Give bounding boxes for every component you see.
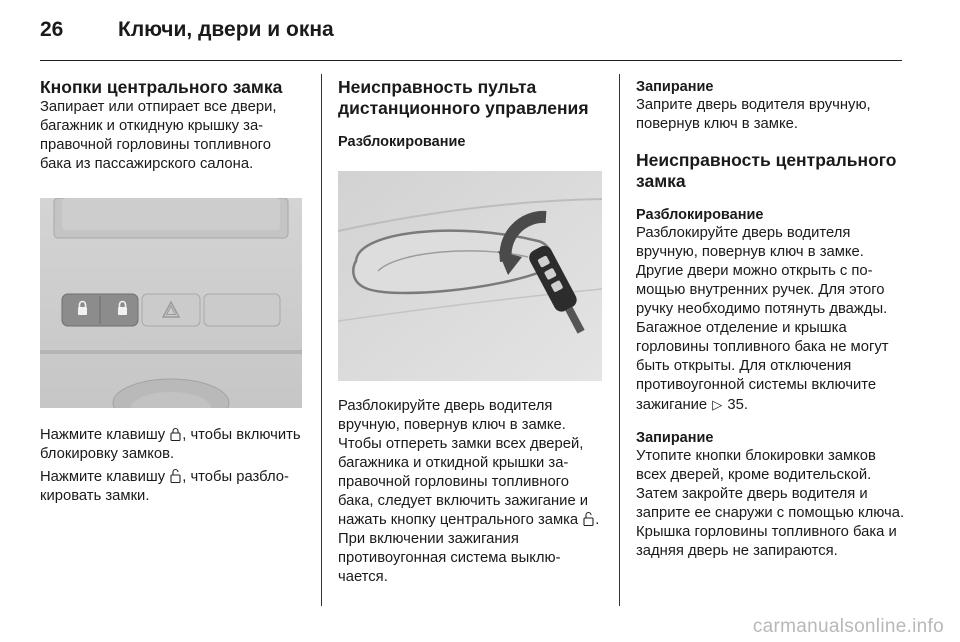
subsection-heading: Разблокирование	[338, 134, 466, 150]
subsection-heading: Разблокирование	[636, 207, 764, 223]
lock-instruction: Нажмите клавишу , чтобы включить блокировку замков.	[40, 427, 301, 462]
intro-paragraph: Запирает или отпирает все двери, багажник и откидную крышку заправочной горловины топливного бака из пассажирского салона.	[40, 99, 277, 172]
column-remote-control-fault	[338, 74, 604, 587]
column-central-lock-fault	[636, 74, 906, 561]
page-reference-icon: ▷	[712, 397, 723, 412]
lock-closed-icon	[170, 427, 181, 441]
lock-open-icon	[583, 511, 594, 526]
door-handle-key-illustration	[338, 171, 602, 381]
watermark: carmanualsonline.info	[752, 616, 944, 637]
page-reference[interactable]: 35	[727, 397, 744, 413]
column-divider	[321, 74, 322, 606]
central-unlock-paragraph: Разблокируйте дверь водителя вручную, повернув ключ в замке. Другие двери можно открыть с помощью внутренних ручек. Для этого ручку необходимо потянуть дважды. Багажное отделение и крышка горловины топливного бака не могут быть открыты. Для отключения противоугонной системы включите зажигание ▷ 35.	[636, 225, 889, 413]
column-central-lock-buttons	[40, 74, 306, 506]
header-rule	[40, 60, 902, 61]
page-number: 26	[40, 18, 64, 41]
remote-lock-paragraph: Заприте дверь водителя вручную, повернув ключ в замке.	[636, 97, 871, 132]
section-heading: Кнопки центрального замка	[40, 77, 283, 97]
column-divider	[619, 74, 620, 606]
page-header	[40, 18, 334, 48]
subsection-heading: Запирание	[636, 430, 714, 446]
section-heading: Неисправность центрального замка	[636, 150, 897, 191]
remote-unlock-paragraph: Разблокируйте дверь водителя вручную, повернув ключ в замке. Чтобы отпереть замки всех дверей, багажника и откидной крышки заправочной горловины топливного бака, следует включить зажигание и нажать кнопку центрального замка . При включении зажигания противоугонная система выключается.	[338, 398, 600, 585]
subsection-heading: Запирание	[636, 79, 714, 95]
lock-open-icon	[170, 468, 181, 483]
central-lock-buttons-illustration	[40, 198, 302, 408]
section-heading: Неисправность пульта дистанционного управления	[338, 77, 589, 118]
chapter-title: Ключи, двери и окна	[118, 18, 334, 41]
central-lock-paragraph: Утопите кнопки блокировки замков всех дверей, кроме водительской. Затем закройте дверь водителя и заприте ее снаружи с помощью ключа. Крышка горловины топливного бака и задняя дверь не запираются.	[636, 448, 905, 559]
unlock-instruction: Нажмите клавишу , чтобы разблокировать замки.	[40, 469, 289, 504]
